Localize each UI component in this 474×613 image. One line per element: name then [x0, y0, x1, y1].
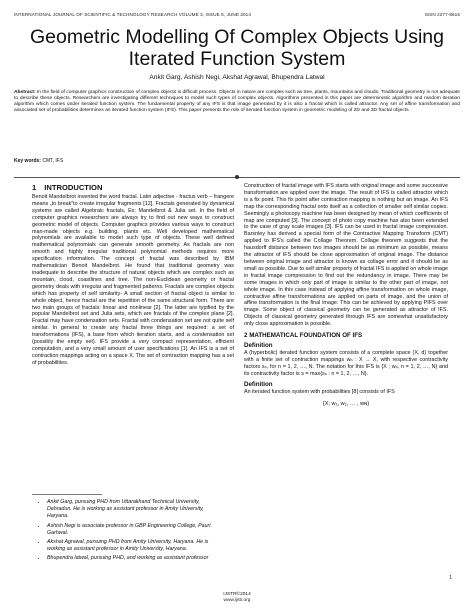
page-footer — [0, 592, 474, 604]
abstract-label: Abstract: — [14, 90, 36, 95]
divider-dot — [235, 175, 239, 179]
definition-2-heading: Definition — [244, 380, 273, 388]
title-line-2: Iterated Function System — [128, 48, 346, 70]
definition-1-heading: Definition — [244, 342, 273, 350]
copyright: IJSTR©2014 — [223, 592, 251, 597]
abstract — [14, 90, 460, 114]
left-column — [32, 183, 234, 367]
section-2-number: 2 — [244, 332, 248, 340]
footnote-item: • Ashish Negi is associate professor in GBP Engineering College, Pauri Garhwal. — [47, 523, 218, 537]
abstract-text: In the field of computer graphics construction of complex objects is difficult process. Objects in nature are complex such as tree, plants, mountains and clouds. Traditional geometry is not adequate to describe these objects. Researchers are investigating different techniques to model such types of complex objects. Algorithms presented in this paper are deterministic algorithm and random iteration algorithm which comes under iterated function system. The fundamental property of any IFS is that image generated by it is also a fractal which is called attractor. Any set of affine transformation and associated set of probabilities determines an iterated function system (IFS). This paper presents the role of iterated function system in geometric modeling of 2D and 3D fractal objects. — [14, 90, 460, 114]
author-footnotes — [38, 499, 218, 565]
keywords — [14, 158, 460, 164]
paper-title — [20, 26, 454, 70]
issn: ISSN 2277-8616 — [424, 12, 460, 17]
journal-header — [14, 12, 460, 17]
footnote-item: • Ankit Garg, pursuing PHD from Uttarakhand Technical University, Dehradun. He is working as assistant professor in Amity University, Haryana. — [47, 499, 218, 521]
section-1-body: Benoit Mandelbrot invented the word fractal. Latin adjective - fractus verb – frangere means „to break‟to create irregular fragments [12]. Fractals generated by dynamical systems are called Algebraic fractals, Ex: Mandelbrot & Julia set. In the field of computer graphics researchers are always try to find out new ways to construct geometric model of objects. Computer graphics provides various ways to construct man-made objects e.g. building, plants etc. Well developed mathematical polynomials are available to model such type of objects. These well defined mathematical polynomials can generate smooth geometry. As fractals are non smooth and highly irregular traditional polynomial methods requires more specification information. The concept of fractal was described by IBM mathematician Benoit Mandelbrot. He found that traditional geometry was inadequate to describe the structure of natural objects which are complex such as mountain, cloud, coastlines and tree. The non-Euclidean geometry or fractal geometry deals with irregular and fragmented patterns. Fractals are complex objects which has property of self similarity- A small section of fractal object is similar to whole object, hence fractal are the repetition of the same structural form. There are two main groups of fractals: linear and nonlinear [2]. The latter are typified by the popular Mandelbrot set and Julia sets, which are fractals of the complex plane [2]. Fractal may have condensation sets. Fractal with condensation set are not quite self similar. In general to create any fractal three things are required: a set of transformations (IFS), a base from which iteration starts, and a condensation set (possibly the empty set). IFS provide a very compact representation, efficient computation, and a very small amount of user specifications [1]. An IFS is a set of contraction mappings acting on a space X. The set of contraction mapping has a set of probabilities. — [32, 194, 234, 366]
ifs-formula: {X; w₁, w₂, … , wɴ} — [322, 400, 370, 407]
footnote-divider — [32, 494, 102, 495]
section-1-title: INTRODUCTION — [44, 183, 103, 192]
keywords-label: Key words: — [14, 158, 41, 164]
footnote-item: • Akshat Agrawal, pursuing PHD from Amity University, Haryana. He is working as assistant professor in Amity University, Haryana. — [47, 539, 218, 553]
right-column-body: Construction of fractal image with IFS starts with original image and some successive transformation are applied over the image. The result of IFS is called attractor which is a fix point. This fix point after contraction mapping is nothing but an image. An IFS map the corresponding fractal onto itself as a collection of smaller self similar copies. Seemingly a photocopy machine has been designed by mean of which coefficients of map are computed [3]. The concept of photo copy machine has also been extended to the case of gray scale images [3]. IFS can be used in fractal image compression. Barsnley has derived a special form of the Contractive Mapping Transform (CMT) applied to IFS's called the Collage Theorem. Collage theorem suggests that the hausdorff distance between two images should be as minimum as possible, means the attractor of IFS should be close approximation of original image. The distance between original image and attractor is known as collage error and it should be as small as possible. Due to self similar property of fractal IFS is applied on whole image in fractal image compression to find out the redundancy in image. There may be some images in which only part of image is similar to the other part of image, not whole image. In this case instead of applying affine transformation on whole image, contractive affine transformations are applied on parts of image, and the union of affine transformation is the final image. This can be achieved by applying PIFS over image. Some object of classical geometry can be generated as attractor of IFS. Objects of classical geometry generated through IFS are somewhat unsatisfactory only close approximation is possible. — [244, 183, 448, 328]
section-1-number: 1 — [32, 183, 37, 192]
section-1-heading — [32, 183, 234, 192]
definition-1-body: A (hyperbolic) iterated function system consists of a complete space (X, d) together with a finite set of contraction mappings wₙ : X → X, with respective contractivity factors sₙ, for n = 1, 2, …, N. The notation for this IFS is {X ; wₙ, n = 1, 2, …, N} and its contractivity factor is s = max{sₙ : n = 1, 2, …, N}. — [244, 350, 448, 377]
definition-2-body: An iterated function system with probabilities [8] consists of IFS — [244, 388, 395, 395]
title-line-1: Geometric Modelling Of Complex Objects Using — [30, 26, 444, 48]
author-list: Ankit Garg, Ashish Negi, Akshat Agrawal, Bhupendra Latwal — [149, 74, 325, 81]
keywords-text: CMT, IFS — [40, 158, 64, 164]
right-column — [244, 183, 448, 407]
journal-url[interactable]: www.ijstr.org — [223, 598, 251, 603]
section-2-title: MATHEMATICAL FOUNDATION OF IFS — [249, 332, 363, 340]
footnote-item: • Bhupendra latwal, pursuing PHD, and working as assistant professor — [47, 555, 218, 562]
journal-name: INTERNATIONAL JOURNAL OF SCIENTIFIC & TECHNOLOGY RESEARCH VOLUME 3, ISSUE 6, JUNE 2014 — [14, 12, 251, 17]
section-2-heading — [244, 332, 448, 339]
page-number: 1 — [449, 575, 452, 581]
